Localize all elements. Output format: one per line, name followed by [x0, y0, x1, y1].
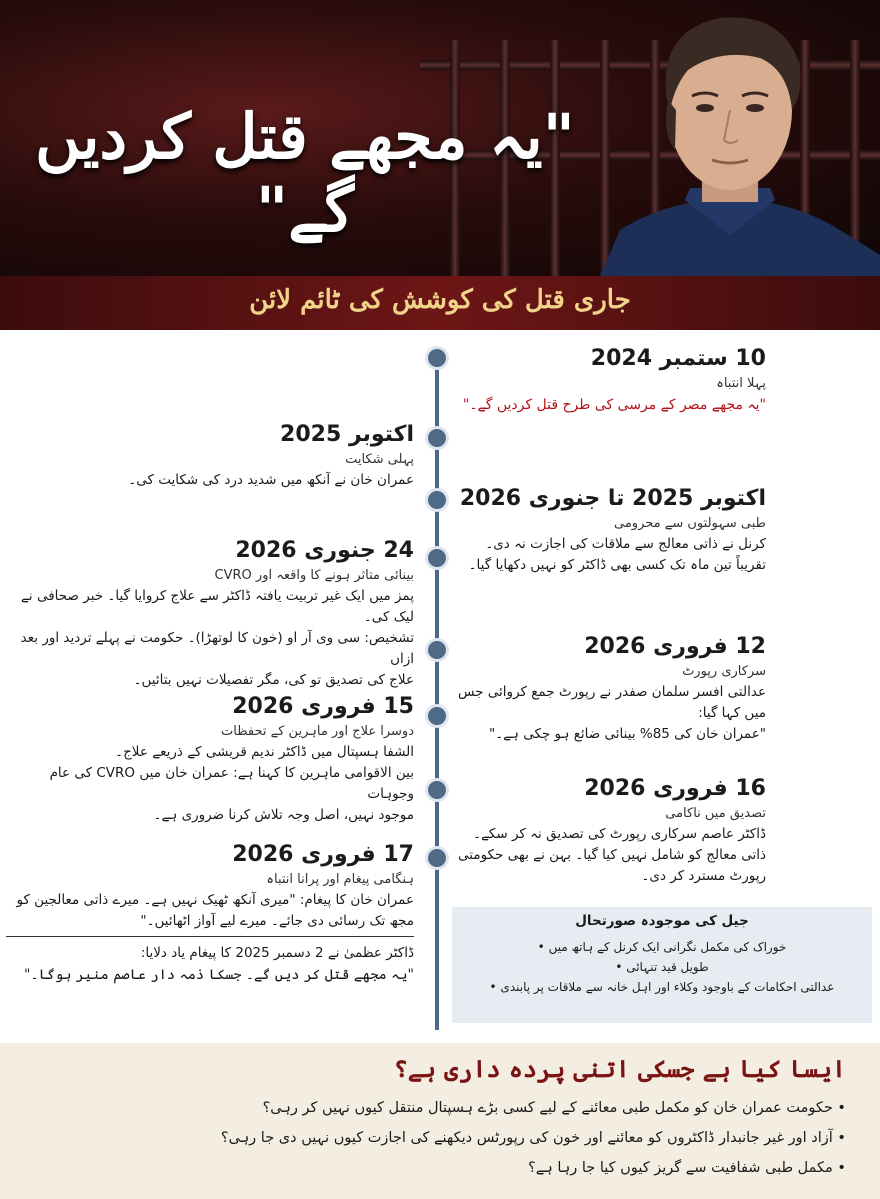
- timeline-dot: [425, 846, 449, 870]
- timeline-dot: [425, 546, 449, 570]
- jail-situation-box: [452, 907, 872, 1023]
- event-description: ڈاکٹر عظمیٰ نے 2 دسمبر 2025 کا پیغام یاد دلایا:: [140, 945, 414, 961]
- event-description: عمران خان نے آنکھ میں شدید درد کی شکایت کی۔: [128, 472, 414, 488]
- banner-title: جاری قتل کی کوشش کی ٹائم لائن: [249, 285, 631, 315]
- event-subtitle: طبی سہولتوں سے محرومی: [614, 516, 766, 531]
- event-description: علاج کی تصدیق تو کی، مگر تفصیلات نہیں بتائیں۔: [133, 672, 414, 688]
- event-quote: "یہ مجھے مصر کے مرسی کی طرح قتل کردیں گے۔": [462, 397, 766, 413]
- event-date: اکتوبر 2025 تا جنوری 2026: [459, 486, 766, 511]
- timeline-dot: [425, 638, 449, 662]
- situation-title: جیل کی موجودہ صورتحال: [575, 913, 749, 929]
- hero-title: "یہ مجھے قتل کردیں گے": [35, 100, 575, 246]
- divider: [6, 936, 414, 937]
- event-subtitle: ہنگامی پیغام اور پرانا انتباہ: [266, 872, 414, 887]
- event-description: پمز میں ایک غیر تربیت یافتہ ڈاکٹر سے علاج کروایا گیا۔ خبر صحافی نے لیک کی۔: [21, 588, 414, 625]
- event-description: عمران خان کا پیغام: "میری آنکھ ٹھیک نہیں ہے۔ میرے ذاتی معالجین کو: [16, 892, 414, 908]
- timeline-event: [456, 344, 766, 416]
- timeline-dot: [425, 426, 449, 450]
- event-description: "عمران خان کی 85% بینائی ضائع ہو چکی ہے۔": [488, 726, 766, 742]
- timeline-banner: [0, 276, 880, 330]
- timeline-event: [6, 692, 414, 826]
- list-item: • مکمل طبی شفافیت سے گریز کیوں کیا جا رہا ہے؟: [24, 1153, 846, 1183]
- list-item: خوراک کی مکمل نگرانی ایک کرنل کے ہاتھ میں •: [466, 937, 858, 957]
- event-description: ذاتی معالج کو شامل نہیں کیا گیا۔ بہن نے بھی حکومتی رپورٹ مسترد کر دی۔: [458, 847, 766, 884]
- timeline-event: [6, 840, 414, 986]
- event-date: 15 فروری 2026: [232, 694, 414, 719]
- event-description: الشفا ہسپتال میں ڈاکٹر ندیم قریشی کے ذریعے علاج۔: [115, 744, 414, 760]
- event-subtitle: دوسرا علاج اور ماہرین کے تحفظات: [221, 724, 414, 739]
- event-date: 24 جنوری 2026: [235, 538, 414, 563]
- event-subtitle: تصدیق میں ناکامی: [665, 806, 766, 821]
- event-subtitle: سرکاری رپورٹ: [682, 664, 766, 679]
- event-subtitle: پہلا انتباہ: [716, 376, 766, 391]
- questions-list: [24, 1093, 856, 1183]
- list-item: • حکومت عمران خان کو مکمل طبی معائنے کے لیے کسی بڑے ہسپتال منتقل کیوں نہیں کر رہی؟: [24, 1093, 846, 1123]
- questions-title: ایسا کیا ہے جسکی اتنی پردہ داری ہے؟: [393, 1054, 846, 1083]
- timeline-event: [456, 774, 766, 887]
- hero-section: [0, 0, 880, 276]
- event-quote: "یہ مجھے قتل کر دیں گے۔ جسکا ذمہ دار عاصم منیر ہوگا۔": [24, 967, 414, 983]
- timeline-line: [435, 350, 439, 1030]
- event-description: ڈاکٹر عاصم سرکاری رپورٹ کی تصدیق نہ کر سکے۔: [473, 826, 766, 842]
- list-item: • آزاد اور غیر جانبدار ڈاکٹروں کو معائنے اور خون کی رپورٹس دیکھنے کی اجازت کیوں نہیں دی جا رہی؟: [24, 1123, 846, 1153]
- event-date: اکتوبر 2025: [280, 422, 414, 447]
- event-description: کرنل نے ذاتی معالج سے ملاقات کی اجازت نہ دی۔: [485, 536, 766, 552]
- event-description: تقریباً تین ماہ تک کسی بھی ڈاکٹر کو نہیں دکھایا گیا۔: [468, 557, 766, 573]
- portrait-image: [580, 0, 880, 276]
- timeline-event: [456, 484, 766, 576]
- situation-list: [466, 937, 858, 997]
- timeline-event: [6, 420, 414, 491]
- list-item: عدالتی احکامات کے باوجود وکلاء اور اہل خانہ سے ملاقات پر پابندی •: [466, 977, 858, 997]
- timeline-dot: [425, 704, 449, 728]
- event-date: 10 ستمبر 2024: [590, 346, 766, 371]
- event-description: بین الاقوامی ماہرین کا کہنا ہے: عمران خان میں CVRO کی عام وجوہات: [49, 765, 414, 802]
- event-date: 12 فروری 2026: [584, 634, 766, 659]
- event-date: 16 فروری 2026: [584, 776, 766, 801]
- event-subtitle: پہلی شکایت: [345, 452, 414, 467]
- event-description: موجود نہیں، اصل وجہ تلاش کرنا ضروری ہے۔: [153, 807, 414, 823]
- event-description: تشخیص: سی وی آر او (خون کا لوتھڑا)۔ حکومت نے پہلے تردید اور بعد ازاں: [20, 630, 414, 667]
- questions-section: [0, 1043, 880, 1199]
- event-subtitle: بینائی متاثر ہونے کا واقعہ اور CVRO: [214, 568, 414, 583]
- timeline-event: [6, 536, 414, 691]
- list-item: طویل قید تنہائی •: [466, 957, 858, 977]
- timeline-event: [456, 632, 766, 745]
- timeline-dot: [425, 778, 449, 802]
- timeline-dot: [425, 346, 449, 370]
- event-date: 17 فروری 2026: [232, 842, 414, 867]
- event-description: مجھ تک رسائی دی جائے۔ میرے لیے آواز اٹھائیں۔": [140, 913, 414, 929]
- timeline-dot: [425, 488, 449, 512]
- event-description: عدالتی افسر سلمان صفدر نے رپورٹ جمع کروائی جس میں کہا گیا:: [457, 684, 766, 721]
